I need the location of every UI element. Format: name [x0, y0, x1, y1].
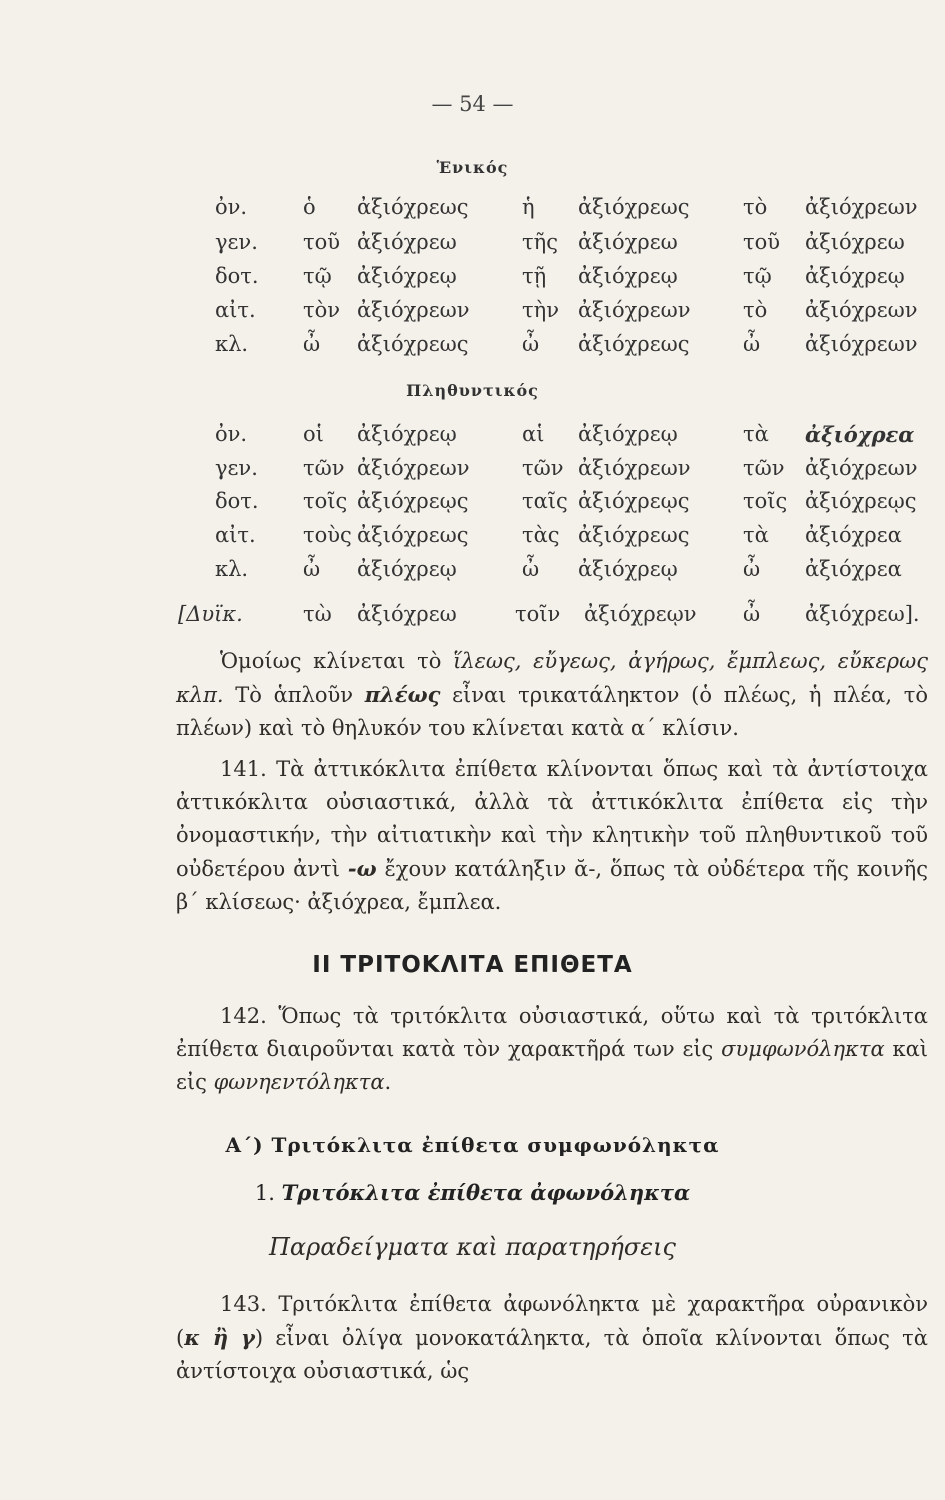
table-row — [0, 422, 945, 452]
case-label: αἰτ. — [215, 523, 256, 547]
case-label: κλ. — [215, 557, 249, 581]
masc-form: ἀξιόχρεῳ — [357, 264, 457, 288]
masc-article: οἱ — [303, 422, 324, 446]
fem-article: ταῖς — [522, 489, 568, 513]
examples-heading: Παραδείγματα καὶ παρατηρήσεις — [269, 1233, 676, 1261]
text-run: καὶ εἰς — [176, 1037, 929, 1094]
fem-form: ἀξιόχρεως — [578, 195, 690, 219]
paragraph-142 — [176, 1000, 928, 1099]
masc-article: τὼ — [303, 602, 332, 626]
fem-article: τὰς — [522, 523, 560, 547]
neut-article: τὸ — [743, 298, 768, 322]
masc-article: τῶν — [303, 456, 345, 480]
neut-article: τῷ — [743, 264, 772, 288]
neut-form: ἀξιόχρεῳς — [805, 489, 917, 513]
dual-row — [0, 602, 945, 632]
fem-article: τῶν — [522, 456, 564, 480]
case-label: [Δυϊκ. — [178, 602, 243, 626]
neut-article: τὰ — [743, 523, 769, 547]
neut-form: ἀξιόχρεω — [805, 230, 905, 254]
ending: -ω — [347, 856, 377, 881]
case-label: κλ. — [215, 332, 249, 356]
table-row — [0, 456, 945, 486]
table-row — [0, 230, 945, 260]
paragraph-similar — [176, 645, 928, 745]
masc-article: τὸν — [303, 298, 341, 322]
case-label: αἰτ. — [215, 298, 256, 322]
masc-form: ἀξιόχρεως — [357, 332, 469, 356]
table-row — [0, 264, 945, 294]
neut-article: ὦ — [743, 332, 761, 356]
singular-label: Ἑνικός — [436, 158, 509, 177]
fem-form: ἀξιόχρεῳ — [578, 557, 678, 581]
masc-article: τοῦ — [303, 230, 341, 254]
text-run: Τὸ ἁπλοῦν — [223, 683, 365, 707]
case-label: γεν. — [215, 230, 258, 254]
text-run: 142. Ὅπως τὰ τριτόκλιτα οὐσιαστικά, οὕτω καὶ τὰ τριτόκλιτα ἐπίθετα διαιροῦνται κατὰ τὸν χαρακτῆρά των εἰς — [176, 1004, 928, 1061]
masc-article: ὦ — [303, 557, 321, 581]
table-row — [0, 195, 945, 225]
case-label: ὀν. — [215, 195, 248, 219]
fem-form: ἀξιόχρεων — [578, 298, 691, 322]
plural-label: Πληθυντικός — [406, 381, 539, 400]
fem-form: ἀξιόχρεῳς — [578, 489, 690, 513]
term: φωνηεντόληκτα — [213, 1070, 385, 1094]
case-label: ὀν. — [215, 422, 248, 446]
neut-form: ἀξιόχρεα — [805, 422, 915, 447]
keyword: πλέως — [364, 682, 441, 707]
table-row — [0, 557, 945, 587]
masc-article: τῷ — [303, 264, 332, 288]
fem-article: αἱ — [522, 422, 545, 446]
text-run: . — [384, 1070, 392, 1094]
neut-form: ἀξιόχρεα — [805, 557, 902, 581]
neut-article: τὰ — [743, 422, 769, 446]
fem-form: ἀξιόχρεῳ — [578, 422, 678, 446]
masc-article: ὦ — [303, 332, 321, 356]
neut-article: τὸ — [743, 195, 768, 219]
fem-form: ἀξιόχρεω — [578, 230, 678, 254]
masc-form: ἀξιόχρεως — [357, 523, 469, 547]
fem-article: τῆς — [522, 230, 558, 254]
fem-article: ὦ — [522, 557, 540, 581]
fem-form: ἀξιόχρεῳ — [578, 264, 678, 288]
case-label: γεν. — [215, 456, 258, 480]
fem-article: τῇ — [522, 264, 547, 288]
case-label: δοτ. — [215, 264, 259, 288]
consonants: κ ἢ γ — [184, 1325, 255, 1350]
subsection-heading-a: Α΄) Τριτόκλιτα ἐπίθετα συμφωνόληκτα — [225, 1133, 720, 1157]
neut-form: ἀξιόχρεων — [805, 456, 918, 480]
neut-form: ἀξιόχρεῳ — [805, 264, 905, 288]
masc-article: ὁ — [303, 195, 316, 219]
paragraph-141 — [176, 753, 928, 919]
text-run: εἶναι τρικατάληκτον (ὁ πλέως, ἡ πλέα, τὸ πλέων) καὶ τὸ θηλυκόν του κλίνεται κατὰ α΄ κλίσιν. — [176, 683, 928, 740]
subsection-heading-1 — [0, 1180, 945, 1205]
masc-form: ἀξιόχρεων — [357, 298, 470, 322]
text-run: ) εἶναι ὀλίγα μονοκατάληκτα, τὰ ὁποῖα κλίνονται ὅπως τὰ ἀντίστοιχα οὐσιαστικά, ὡς — [176, 1326, 928, 1383]
text-run: 141. Τὰ ἀττικόκλιτα ἐπίθετα κλίνονται ὅπως καὶ τὰ ἀντίστοιχα ἀττικόκλιτα οὐσιαστικά, ἀλλὰ τὰ ἀττικόκλιτα ἐπίθετα εἰς τὴν ὀνομαστικήν, τὴν αἰτιατικὴν καὶ τὴν κλητικὴν τοῦ πληθυντικοῦ τοῦ οὐδετέρου ἀντὶ — [176, 757, 928, 881]
neut-form: ἀξιόχρεα — [805, 523, 902, 547]
masc-form: ἀξιόχρεῳ — [357, 422, 457, 446]
masc-form: ἀξιόχρεω — [357, 230, 457, 254]
masc-form: ἀξιόχρεῳς — [357, 489, 469, 513]
fem-article: τὴν — [522, 298, 559, 322]
masc-article: τοῖς — [303, 489, 348, 513]
paragraph-143 — [176, 1288, 928, 1388]
table-row — [0, 332, 945, 362]
neut-article: ὦ — [743, 602, 761, 626]
neut-form: ἀξιόχρεων — [805, 332, 918, 356]
table-row — [0, 298, 945, 328]
fem-article: ἡ — [522, 195, 535, 219]
masc-article: τοὺς — [303, 523, 352, 547]
table-row — [0, 523, 945, 553]
neut-article: τοῖς — [743, 489, 788, 513]
fem-form: ἀξιόχρεως — [578, 332, 690, 356]
masc-form: ἀξιόχρεως — [357, 195, 469, 219]
masc-form: ἀξιόχρεῳ — [357, 557, 457, 581]
masc-form: ἀξιόχρεων — [357, 456, 470, 480]
case-label: δοτ. — [215, 489, 259, 513]
neut-form: ἀξιόχρεων — [805, 195, 918, 219]
neut-article: τοῦ — [743, 230, 781, 254]
example-words: ἵλεως, εὔγεως, ἀγήρως, ἔμπλεως, εὔκερως κλπ. — [176, 649, 929, 707]
text-run: 143. Τριτόκλιτα ἐπίθετα ἀφωνόληκτα μὲ χαρακτῆρα οὐρανικὸν ( — [176, 1292, 928, 1350]
table-row — [0, 489, 945, 519]
fem-article: ὦ — [522, 332, 540, 356]
neut-form: ἀξιόχρεων — [805, 298, 918, 322]
neut-article: τῶν — [743, 456, 785, 480]
heading-title: Τριτόκλιτα ἐπίθετα ἀφωνόληκτα — [281, 1180, 691, 1205]
masc-form: ἀξιόχρεω — [357, 602, 457, 626]
page-number: — 54 — — [431, 92, 514, 116]
fem-form: ἀξιόχρεως — [578, 523, 690, 547]
term: συμφωνόληκτα — [721, 1037, 885, 1061]
heading-number: 1. — [254, 1181, 275, 1205]
fem-form: ἀξιόχρεῳν — [584, 602, 697, 626]
section-heading-ii: II ΤΡΙΤΟΚΛΙΤΑ ΕΠΙΘΕΤΑ — [312, 952, 633, 978]
text-run: ἔχουν κατάληξιν ᾰ-, ὅπως τὰ οὐδέτερα τῆς κοινῆς β΄ κλίσεως· ἀξιόχρεα, ἔμπλεα. — [176, 857, 928, 914]
text-run: Ὁμοίως κλίνεται τὸ — [220, 649, 454, 673]
neut-article: ὦ — [743, 557, 761, 581]
fem-form: ἀξιόχρεων — [578, 456, 691, 480]
fem-article: τοῖν — [515, 602, 561, 626]
neut-form: ἀξιόχρεω]. — [805, 602, 920, 626]
